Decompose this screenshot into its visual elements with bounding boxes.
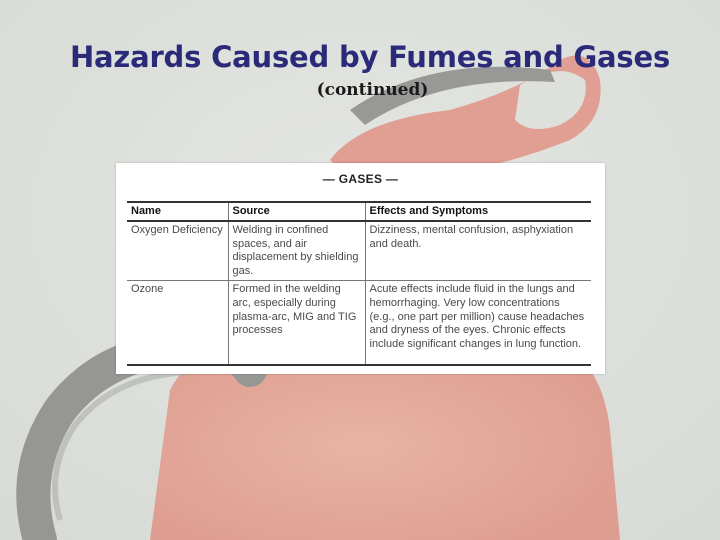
table-header-row	[127, 202, 591, 221]
cell-effects: Dizziness, mental confusion, asphyxiation and death.	[365, 221, 591, 281]
column-header-name: Name	[127, 202, 228, 221]
slide-title: Hazards Caused by Fumes and Gases	[69, 40, 671, 74]
cell-source: Formed in the welding arc, especially during plasma-arc, MIG and TIG processes	[228, 281, 365, 365]
gases-table	[127, 201, 591, 366]
slide-subtitle: (continued)	[316, 80, 429, 100]
cell-effects: Acute effects include fluid in the lungs and hemorrhaging. Very low concentrations (e.g., one part per million) cause headaches and dryness of the eyes. Chronic effects include significant changes in lung function.	[365, 281, 591, 365]
table-row	[127, 281, 591, 365]
gases-table-card	[116, 163, 605, 374]
cell-source: Welding in confined spaces, and air displacement by shielding gas.	[228, 221, 365, 281]
cell-name: Oxygen Deficiency	[127, 221, 228, 281]
column-header-effects: Effects and Symptoms	[365, 202, 591, 221]
cell-name: Ozone	[131, 283, 164, 296]
column-header-source: Source	[228, 202, 365, 221]
table-row	[127, 221, 591, 281]
table-heading: — GASES —	[322, 172, 399, 186]
